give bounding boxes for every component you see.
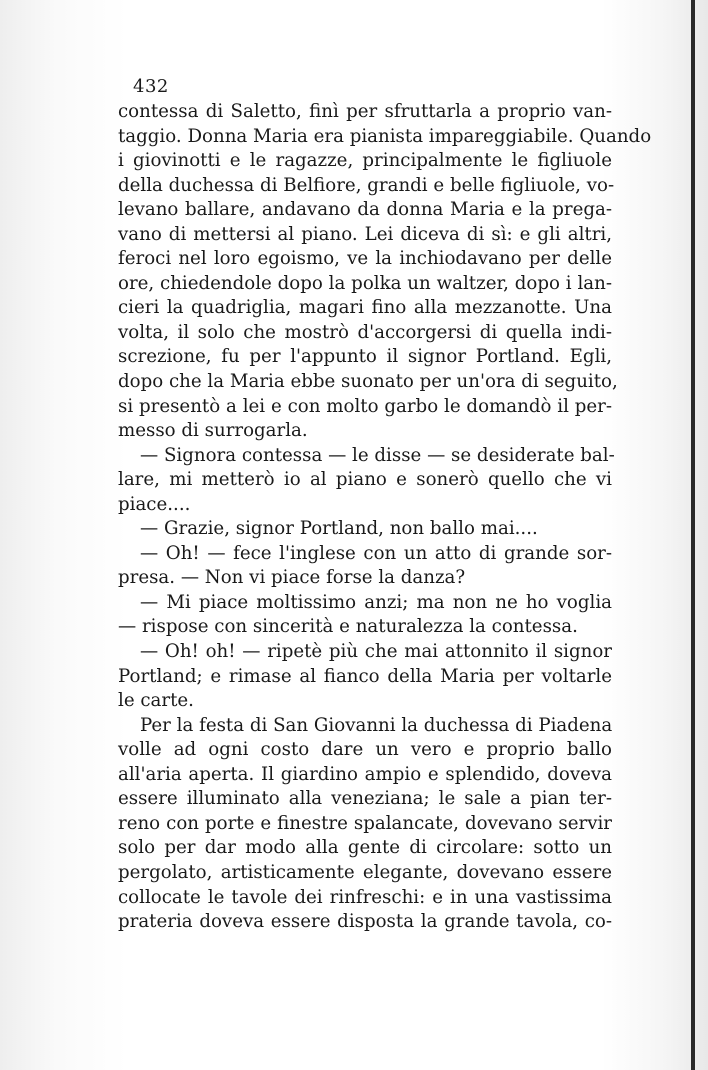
page-number: 432	[133, 76, 169, 97]
text-line: Portland; e rimase al fianco della Maria per voltarle	[118, 665, 612, 687]
text-line: le carte.	[118, 690, 194, 712]
text-line: prateria doveva essere disposta la grande tavola, co-	[118, 911, 612, 933]
body-text	[118, 100, 652, 935]
text-line: essere illuminato alla veneziana; le sale a pian ter-	[118, 788, 612, 810]
text-line: dopo che la Maria ebbe suonato per un'ora di seguito,	[118, 371, 618, 393]
text-line: solo per dar modo alla gente di circolare: sotto un	[118, 837, 612, 859]
text-line: — Oh! oh! — ripetè più che mai attonnito il signor	[140, 641, 612, 663]
text-line: contessa di Saletto, finì per sfruttarla a proprio van-	[118, 101, 612, 122]
text-line: taggio. Donna Maria era pianista impareggiabile. Quando	[118, 125, 652, 147]
text-line: ore, chiedendole dopo la polka un waltzer, dopo i lan-	[118, 272, 612, 294]
text-line: si presentò a lei e con molto garbo le domandò il per-	[118, 395, 612, 417]
text-line: collocate le tavole dei rinfreschi: e in una vastissima	[118, 886, 612, 908]
text-line: volle ad ogni costo dare un vero e proprio ballo	[118, 739, 612, 761]
text-line: feroci nel loro egoismo, ve la inchiodavano per delle	[118, 248, 612, 270]
text-line: vano di mettersi al piano. Lei diceva di sì: e gli altri,	[118, 223, 612, 245]
text-line: screzione, fu per l'appunto il signor Portland. Egli,	[118, 346, 612, 368]
text-line: presa. — Non vi piace forse la danza?	[118, 567, 466, 589]
text-line: — Grazie, signor Portland, non ballo mai....	[140, 518, 538, 540]
text-line: cieri la quadriglia, magari fino alla mezzanotte. Una	[118, 297, 612, 319]
binding-edge	[691, 0, 695, 1070]
text-line: lare, mi metterò io al piano e sonerò quello che vi	[118, 469, 612, 491]
text-line: levano ballare, andavano da donna Maria e la prega-	[118, 199, 612, 221]
text-line: pergolato, artisticamente elegante, dovevano essere	[118, 861, 612, 883]
text-line: messo di surrogarla.	[118, 420, 308, 442]
text-line: — Oh! — fece l'inglese con un atto di grande sor-	[140, 542, 612, 564]
text-line: all'aria aperta. Il giardino ampio e splendido, doveva	[118, 763, 612, 785]
text-line: — Signora contessa — le disse — se desiderate bal-	[140, 444, 615, 466]
text-line: reno con porte e finestre spalancate, dovevano servir	[118, 812, 612, 834]
text-line: — rispose con sincerità e naturalezza la contessa.	[118, 616, 578, 638]
text-line: — Mi piace moltissimo anzi; ma non ne ho voglia	[140, 591, 612, 613]
text-line: Per la festa di San Giovanni la duchessa di Piadena	[140, 714, 613, 736]
text-line: della duchessa di Belfiore, grandi e belle figliuole, vo-	[118, 174, 615, 196]
text-line: volta, il solo che mostrò d'accorgersi di quella indi-	[118, 321, 612, 343]
text-line: piace....	[118, 493, 191, 515]
text-line: i giovinotti e le ragazze, principalmente le figliuole	[118, 150, 612, 172]
